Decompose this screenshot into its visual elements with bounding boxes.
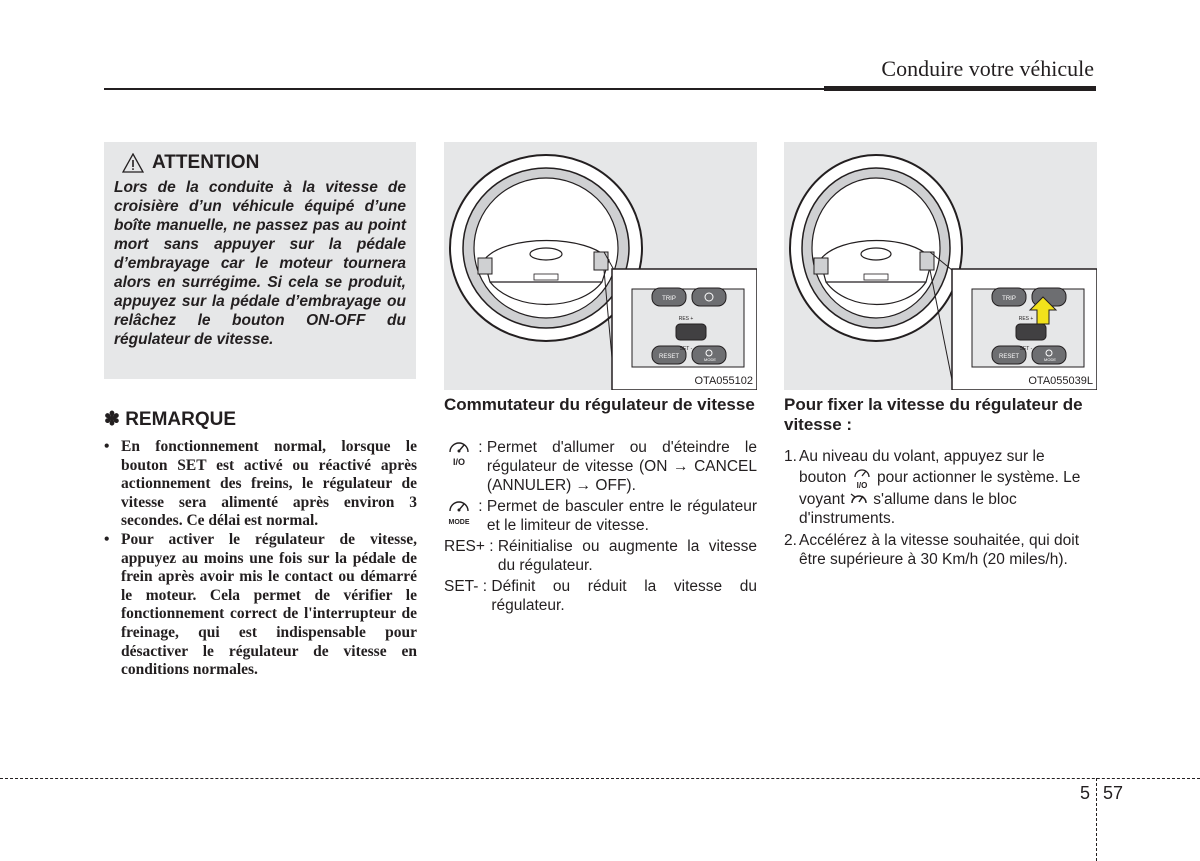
- figure-label: OTA055039L: [1028, 375, 1093, 387]
- item-text: Réinitialise ou augmente la vitesse du régulateur.: [497, 538, 757, 574]
- attention-header: [122, 152, 406, 174]
- list-item: • En fonctionnement normal, lorsque le bouton SET est activé ou réactivé après actionnement des freins, le régulateur de vitesse sera alimenté après environ 3 secondes. Ce délai est normal.: [104, 438, 417, 531]
- mode-button-label: MODE: [704, 357, 716, 362]
- set-button-label: SET -: [1019, 346, 1033, 352]
- mode-button-label: MODE: [1044, 357, 1056, 362]
- step-text: Accélérez à la vitesse souhaitée, qui doit être supérieure à 30 Km/h (20 miles/h).: [799, 532, 1080, 568]
- list-item: • Pour activer le régulateur de vitesse, appuyez au moins une fois sur la pédale de frein après avoir mis le contact ou démarré le moteur. Cela permet de vérifier le fonctionnement correct de l'interrupteur de freinage, qui est indispensable pour désactiver le régulateur de vitesse en conditions normales.: [104, 531, 417, 680]
- warning-triangle-icon: [122, 153, 144, 173]
- fixer-steps: [784, 447, 1096, 569]
- onoff-icon-label: I/O: [452, 457, 466, 467]
- mode-icon-label: MODE: [448, 519, 470, 526]
- list-item: [444, 497, 757, 535]
- commutateur-heading: Commutateur du régulateur de vitesse: [444, 395, 755, 414]
- list-item: [784, 447, 1096, 528]
- item-text: Définit ou réduit la vitesse du régulateur.: [491, 578, 757, 614]
- remarque-list: [104, 438, 417, 680]
- steering-wheel-illustration: [444, 142, 757, 390]
- list-item: [444, 537, 757, 575]
- page-number: 57: [1103, 783, 1124, 803]
- footer-rule: [0, 778, 1200, 779]
- res-button-label: RES +: [1018, 316, 1034, 322]
- list-item: [784, 531, 1096, 569]
- item-key: :: [474, 439, 487, 456]
- cruise-mode-icon: [444, 497, 474, 527]
- step-text: [799, 447, 1096, 528]
- trip-button-label: TRIP: [1002, 296, 1016, 302]
- list-item: [444, 577, 757, 615]
- page-header-title: Conduire votre véhicule: [881, 56, 1094, 81]
- step-text-part: pour actionner le système. Le voyant: [799, 469, 1081, 508]
- steering-wheel-figure-2: [784, 142, 1097, 390]
- reset-button-label: RESET: [658, 354, 680, 360]
- step-text-part: Au niveau du volant, appuyez sur le bouton: [799, 448, 1045, 487]
- mode-key: [444, 497, 487, 535]
- attention-body: Lors de la conduite à la vitesse de croisière d’un véhicule équipé d’une boîte manuelle, ne passez pas au point mort sans appuyer sur la pédale d’embrayage car le moteur tournera alors en surrégime. Si cela se produit, appuyez sur la pédale d’embrayage ou relâchez le bouton ON-OFF du régulateur de vitesse.: [114, 179, 406, 348]
- item-key: SET- :: [444, 578, 492, 595]
- step-number: 1.: [784, 448, 797, 465]
- fixer-heading: Pour fixer la vitesse du régulateur de vitesse :: [784, 395, 1083, 434]
- commutateur-list: [444, 438, 757, 615]
- trip-button-label: TRIP: [662, 296, 676, 302]
- item-key: :: [474, 498, 487, 515]
- onoff-icon-label: I/O: [856, 481, 868, 490]
- item-text: Permet d'allumer ou d'éteindre le régulateur de vitesse (ON → CANCEL (ANNULER) → OFF).: [486, 439, 757, 494]
- attention-title: ATTENTION: [152, 152, 260, 173]
- res-button-label: RES +: [678, 316, 694, 322]
- set-button-label: SET -: [679, 346, 693, 352]
- figure-label: OTA055102: [694, 375, 753, 387]
- cruise-indicator-icon: [849, 491, 869, 509]
- cruise-onoff-key: [444, 438, 487, 495]
- header-rule-accent: [824, 86, 1096, 91]
- item-key: RES+ :: [444, 538, 498, 555]
- cruise-control-icon: [444, 438, 474, 468]
- cruise-control-icon: [851, 466, 873, 490]
- step-number: 2.: [784, 532, 797, 549]
- item-text: Permet de basculer entre le régulateur et le limiteur de vitesse.: [486, 498, 757, 534]
- list-item: [444, 438, 757, 495]
- footer-divider: [1096, 778, 1097, 861]
- step-text-part: s'allume dans le bloc d'instruments.: [799, 491, 1017, 527]
- steering-wheel-illustration: [784, 142, 1097, 390]
- remarque-title: ✽ REMARQUE: [104, 409, 237, 430]
- attention-box: [104, 142, 416, 379]
- steering-wheel-figure-1: [444, 142, 757, 390]
- section-number: 5: [1080, 783, 1091, 803]
- reset-button-label: RESET: [998, 354, 1020, 360]
